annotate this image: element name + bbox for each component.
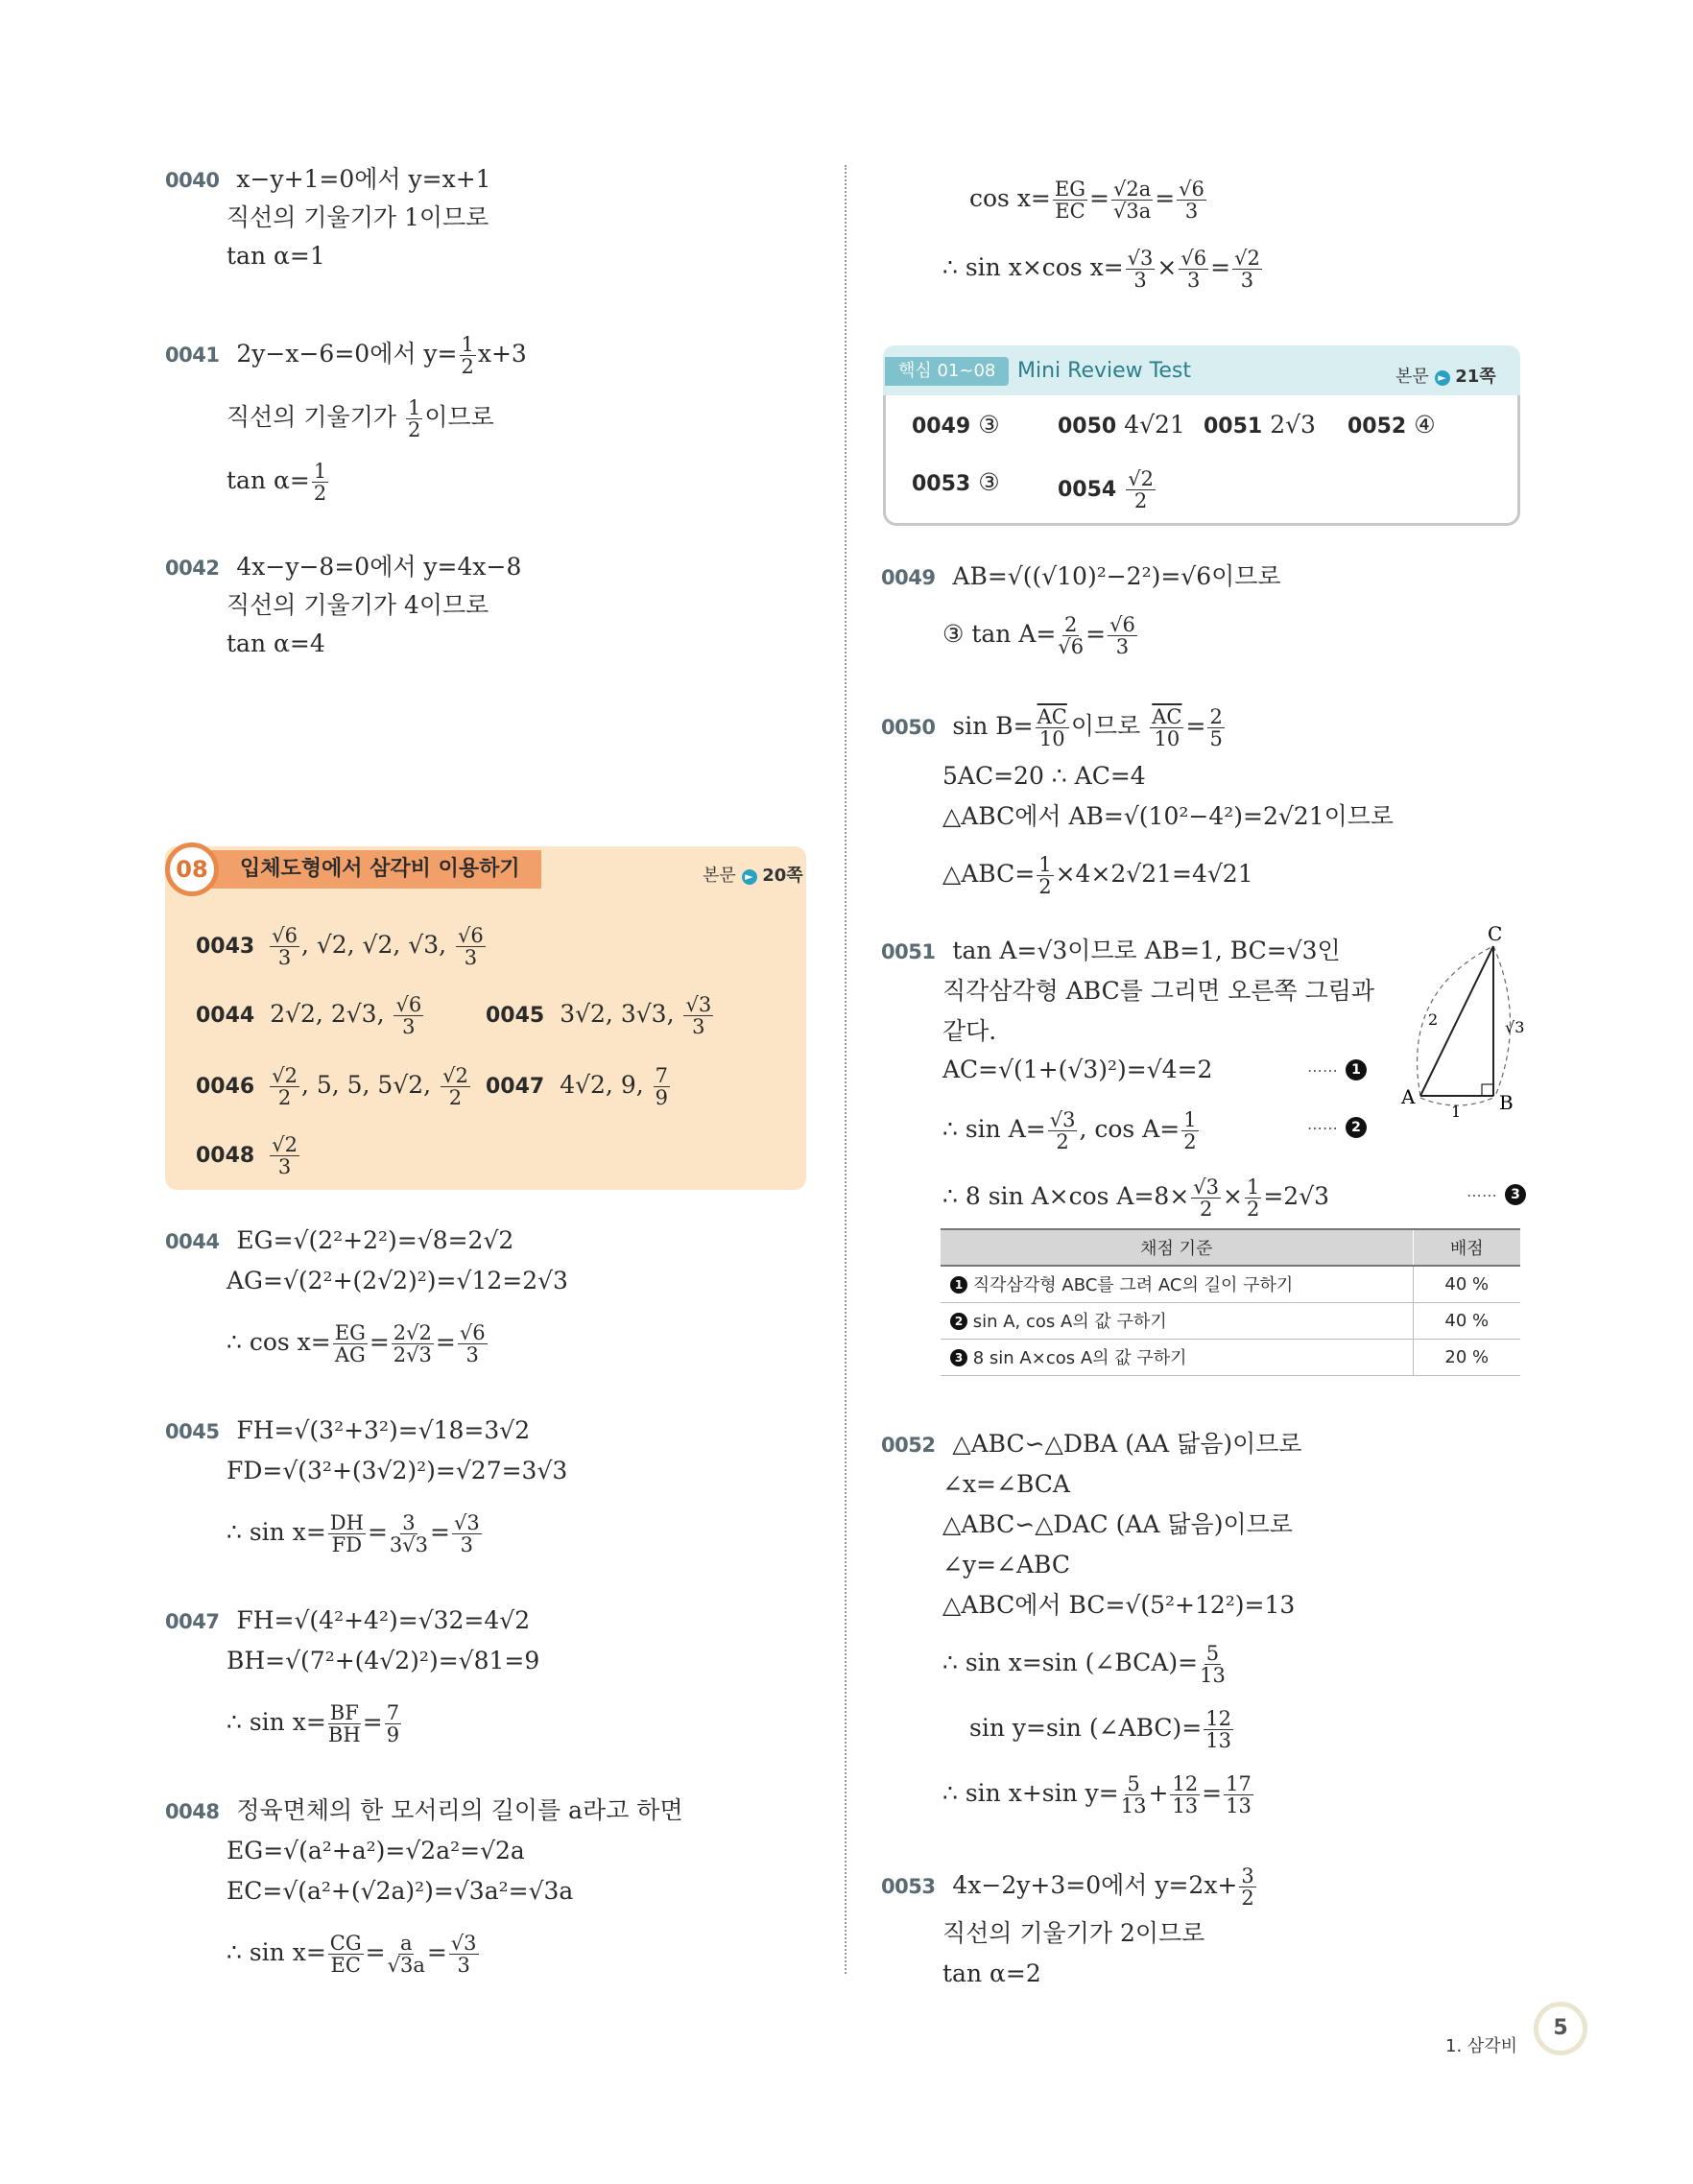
fraction: $\frac{1}{2}$ <box>461 333 474 378</box>
problem-number: 0044 <box>196 1004 255 1028</box>
fraction: $\frac{7}{9}$ <box>386 1701 400 1746</box>
fraction: $\frac{√6}{3}$ <box>458 924 484 969</box>
fraction: $\frac{7}{9}$ <box>655 1064 668 1109</box>
chapter-label: 1. 삼각비 <box>1445 2036 1518 2056</box>
fraction: $\frac{√6}{3}$ <box>395 993 422 1038</box>
solution-0047 <box>165 1606 530 1636</box>
solution-line: 정육면체의 한 모서리의 길이를 a라고 하면 <box>236 1796 683 1824</box>
fraction: $\frac{BF}{BH}$ <box>327 1701 361 1746</box>
fraction: $\frac{\overline{AC}}{10}$ <box>1152 705 1182 750</box>
fraction: $\frac{2}{5}$ <box>1209 705 1223 750</box>
solution-line: EG=√(a²+a²)=√2a²=√2a <box>227 1837 525 1864</box>
mini-review-tag: 핵심 01~08 <box>885 357 1009 386</box>
solution-line: ∴ cos x= $\frac{EG}{AG}$ = $\frac{2√2}{2√3}$ = $\frac{√6}{3}$ <box>227 1321 486 1366</box>
section-title: 입체도형에서 삼각비 이용하기 <box>211 850 541 889</box>
fraction: $\frac{√2}{3}$ <box>1234 247 1260 292</box>
answer-0043 <box>196 925 488 968</box>
solution-line: ③ tan A= $\frac{2}{√6}$ = $\frac{√6}{3}$ <box>942 613 1135 658</box>
solution-0045 <box>165 1416 530 1446</box>
solution-line: tan α=2 <box>942 1959 1041 1987</box>
solution-line: AG=√(2²+(2√2)²)=√12=2√3 <box>227 1267 568 1294</box>
fraction: $\frac{1}{2}$ <box>313 460 327 505</box>
fraction: $\frac{√3}{2}$ <box>1193 1175 1220 1221</box>
problem-0040 <box>165 165 491 195</box>
fraction: $\frac{√3}{3}$ <box>685 993 712 1038</box>
solution-0052: 0052 △ABC∽△DBA (AA 닮음)이므로 <box>881 1430 1302 1458</box>
answer-text: 3√2, 3√3, <box>560 1000 682 1028</box>
solution-line: EC=√(a²+(√2a)²)=√3a²=√3a <box>227 1877 574 1905</box>
fraction: $\frac{CG}{EC}$ <box>329 1932 362 1977</box>
label-ab: 1 <box>1451 1103 1462 1121</box>
vertex-b: B <box>1499 1091 1514 1114</box>
solution-0051: 0051 tan A=√3이므로 AB=1, BC=√3인 <box>881 937 1341 964</box>
fraction: $\frac{1}{2}$ <box>1246 1175 1260 1221</box>
fraction: $\frac{2}{√6}$ <box>1058 613 1085 658</box>
fraction: $\frac{EG}{EC}$ <box>1054 178 1085 223</box>
problem-number: 0048 <box>165 1800 220 1823</box>
problem-number: 0041 <box>165 344 220 367</box>
solution-line: △ABC∽△DAC (AA 닮음)이므로 <box>942 1510 1293 1538</box>
fraction: $\frac{a}{√3a}$ <box>387 1932 425 1977</box>
fraction: $\frac{√6}{3}$ <box>1179 178 1204 223</box>
fraction: $\frac{√3}{3}$ <box>453 1511 480 1556</box>
solution-line: FD=√(3²+(3√2)²)=√27=3√3 <box>227 1457 568 1484</box>
section-page-ref: 본문 ► 20쪽 <box>703 866 803 886</box>
section-badge: 08 <box>165 843 219 896</box>
table-row <box>941 1266 1520 1302</box>
answer-0046 <box>196 1065 472 1108</box>
problem-number: 0047 <box>165 1610 220 1633</box>
rubric-criterion: 3 8 sin A×cos A의 값 구하기 <box>941 1339 1413 1375</box>
problem-0042 <box>165 553 521 582</box>
fraction: $\frac{√2}{2}$ <box>272 1064 298 1109</box>
fraction: $\frac{3}{3√3}$ <box>389 1511 428 1556</box>
mr-answer: 0053 ③ <box>912 468 1000 496</box>
solution-line: ∴ 8 sin A×cos A=8× $\frac{√3}{2}$ × $\frac{1}{2}$ =2√3 <box>942 1175 1330 1221</box>
page-number: 5 <box>1534 2002 1587 2055</box>
triangle-figure <box>1382 925 1526 1127</box>
fraction: $\frac{5}{13}$ <box>1120 1772 1147 1817</box>
mr-answer: 0050 4√21 <box>1058 411 1185 439</box>
mr-answer: 0051 2√3 <box>1204 411 1316 439</box>
vertex-a: A <box>1401 1085 1416 1108</box>
fraction: $\frac{\overline{AC}}{10}$ <box>1037 705 1067 750</box>
fraction: $\frac{17}{13}$ <box>1226 1772 1252 1817</box>
table-row <box>941 1339 1520 1375</box>
solution-line: ∠y=∠ABC <box>942 1551 1070 1579</box>
arrow-right-icon: ► <box>1435 370 1450 386</box>
solution-line: tan α=1 <box>227 242 325 270</box>
label-ac: 2 <box>1428 1010 1439 1029</box>
fraction: $\frac{1}{2}$ <box>407 396 421 441</box>
fraction: $\frac{√6}{3}$ <box>272 924 298 969</box>
vertex-c: C <box>1488 925 1503 945</box>
solution-line: tan α=4 <box>227 629 325 657</box>
solution-line: FH=√(4²+4²)=√32=4√2 <box>236 1606 531 1634</box>
problem-number: 0044 <box>165 1230 220 1253</box>
fraction: $\frac{√2}{2}$ <box>1128 467 1154 512</box>
rubric-points: 40 % <box>1413 1302 1520 1339</box>
solution-line: 5AC=20 ∴ AC=4 <box>942 762 1146 790</box>
rubric-criterion: 1 직각삼각형 ABC를 그려 AC의 길이 구하기 <box>941 1266 1413 1302</box>
right-angle-mark <box>1482 1084 1493 1096</box>
solution-line: 같다. <box>942 1017 997 1045</box>
solution-line: BH=√(7²+(4√2)²)=√81=9 <box>227 1647 540 1674</box>
fraction: $\frac{5}{13}$ <box>1200 1642 1226 1687</box>
text: 이므로 <box>424 403 494 431</box>
answer-text: , 5, 5, 5√2, <box>300 1071 440 1099</box>
answer-0047 <box>486 1065 672 1108</box>
rubric-points: 20 % <box>1413 1339 1520 1375</box>
problem-number: 0048 <box>196 1144 255 1168</box>
solution-line: ∴ sin x=sin (∠BCA)= $\frac{5}{13}$ <box>942 1642 1226 1687</box>
answer-0048 <box>196 1134 301 1177</box>
text: 직선의 기울기가 <box>227 403 404 431</box>
mini-review-page-ref: 본문 ► 21쪽 <box>1395 367 1496 387</box>
fraction: $\frac{1}{2}$ <box>1038 853 1052 898</box>
solution-line: ∴ sin x= $\frac{CG}{EC}$ = $\frac{a}{√3a}$ = $\frac{√3}{3}$ <box>227 1932 477 1977</box>
fraction: $\frac{2√2}{2√3}$ <box>393 1321 432 1366</box>
table-row <box>941 1302 1520 1339</box>
solution-line: x−y+1=0에서 y=x+1 <box>236 165 491 193</box>
solution-line: 2y−x−6=0에서 y= <box>236 340 458 368</box>
fraction: $\frac{EG}{AG}$ <box>334 1321 366 1366</box>
solution-line: 4x−y−8=0에서 y=4x−8 <box>236 553 522 581</box>
mr-answer: 0052 ④ <box>1347 411 1436 439</box>
fraction: $\frac{√3}{2}$ <box>1049 1108 1076 1153</box>
fraction: $\frac{√6}{3}$ <box>1109 613 1135 658</box>
problem-number: 0045 <box>486 1004 545 1028</box>
solution-line: ∴ sin x+sin y= $\frac{5}{13}$ + $\frac{12}{13}$ = $\frac{17}{13}$ <box>942 1772 1252 1817</box>
answer-text: 4√2, 9, <box>560 1071 652 1099</box>
answer-0045 <box>486 994 715 1037</box>
fraction: $\frac{√2a}{√3a}$ <box>1112 178 1152 223</box>
solution-line: FH=√(3²+3²)=√18=3√2 <box>236 1416 531 1444</box>
solution-0053: 0053 4x−2y+3=0에서 y=2x+ $\frac{3}{2}$ <box>881 1864 1254 1910</box>
label-bc: √3 <box>1505 1018 1525 1036</box>
problem-number: 0043 <box>196 935 255 959</box>
solution-line: △ABC에서 BC=√(5²+12²)=13 <box>942 1591 1296 1619</box>
problem-number: 0042 <box>165 557 220 580</box>
fraction: $\frac{√2}{3}$ <box>272 1133 298 1178</box>
solution-line: △ABC에서 AB=√(10²−4²)=2√21이므로 <box>942 802 1395 830</box>
solution-line: ∴ sin A= $\frac{√3}{2}$ , cos A= $\frac{1}{2}$ <box>942 1108 1197 1153</box>
problem-number: 0046 <box>196 1075 255 1099</box>
solution-line: EG=√(2²+2²)=√8=2√2 <box>236 1226 514 1254</box>
arrow-right-icon: ► <box>742 869 757 885</box>
problem-number: 0045 <box>165 1420 220 1443</box>
solution-line: AC=√(1+(√3)²)=√4=2 <box>942 1056 1213 1083</box>
fraction: $\frac{√6}{3}$ <box>459 1321 486 1366</box>
fraction: $\frac{12}{13}$ <box>1172 1772 1199 1817</box>
step-mark-3: ⋯⋯ 3 <box>1466 1178 1526 1210</box>
fraction: $\frac{12}{13}$ <box>1205 1707 1231 1752</box>
fraction: $\frac{DH}{FD}$ <box>329 1511 364 1556</box>
solution-line: △ABC= $\frac{1}{2}$ ×4×2√21=4√21 <box>942 853 1253 898</box>
answer-text: , √2, √2, √3, <box>300 931 455 959</box>
fraction: $\frac{1}{2}$ <box>1183 1108 1197 1153</box>
rubric-head-criteria: 채점 기준 <box>941 1229 1413 1266</box>
solution-line: x+3 <box>477 340 527 368</box>
solution-line: ∠x=∠BCA <box>942 1470 1070 1498</box>
step-mark-1: ⋯⋯ 1 <box>1307 1054 1367 1085</box>
text: tan α= <box>227 466 310 494</box>
rubric-points: 40 % <box>1413 1266 1520 1302</box>
answer-text: 2√2, 2√3, <box>270 1000 393 1028</box>
solution-line: cos x= $\frac{EG}{EC}$ = $\frac{√2a}{√3a}$ = $\frac{√6}{3}$ <box>969 178 1204 223</box>
scoring-rubric-table <box>941 1228 1520 1376</box>
problem-0041 <box>165 334 527 377</box>
solution-line <box>227 397 494 440</box>
solution-0048 <box>165 1796 683 1826</box>
fraction: $\frac{√3}{3}$ <box>1127 247 1154 292</box>
fraction: $\frac{√3}{3}$ <box>450 1932 477 1977</box>
solution-0049: 0049 AB=√((√10)²−2²)=√6이므로 <box>881 562 1281 590</box>
solution-line <box>227 461 330 504</box>
solution-line: 직선의 기울기가 2이므로 <box>942 1919 1205 1947</box>
step-mark-2: ⋯⋯ 2 <box>1307 1111 1367 1143</box>
solution-line: ∴ sin x= $\frac{DH}{FD}$ = $\frac{3}{3√3}$ = $\frac{√3}{3}$ <box>227 1511 480 1556</box>
solution-0044 <box>165 1226 513 1256</box>
mini-review-title: Mini Review Test <box>1017 359 1191 383</box>
column-divider <box>845 165 846 1974</box>
mr-answer: 0054 $\frac{√2}{2}$ <box>1058 467 1154 512</box>
answer-0044 <box>196 994 425 1037</box>
solution-line: ∴ sin x= $\frac{BF}{BH}$ = $\frac{7}{9}$ <box>227 1701 400 1746</box>
solution-line: 직선의 기울기가 1이므로 <box>227 203 489 231</box>
solution-line: sin y=sin (∠ABC)= $\frac{12}{13}$ <box>969 1707 1231 1752</box>
rubric-head-points: 배점 <box>1413 1229 1520 1266</box>
solution-line: 직선의 기울기가 4이므로 <box>227 591 489 619</box>
fraction: $\frac{√2}{2}$ <box>442 1064 468 1109</box>
solution-line: ∴ sin x×cos x= $\frac{√3}{3}$ × $\frac{√6}{3}$ = $\frac{√2}{3}$ <box>942 247 1260 292</box>
fraction: $\frac{√6}{3}$ <box>1180 247 1207 292</box>
mr-answer: 0049 ③ <box>912 411 1000 439</box>
problem-number: 0040 <box>165 169 220 192</box>
rubric-header <box>941 1229 1520 1266</box>
solution-0050: 0050 sin B= $\frac{\overline{AC}}{10}$ 이므로 $\frac{\overline{AC}}{10}$ = $\frac{2}{5}$ <box>881 705 1223 750</box>
solution-line: 직각삼각형 ABC를 그리면 오른쪽 그림과 <box>942 977 1375 1005</box>
problem-number: 0047 <box>486 1075 545 1099</box>
fraction: $\frac{3}{2}$ <box>1241 1864 1254 1910</box>
rubric-criterion: 2 sin A, cos A의 값 구하기 <box>941 1302 1413 1339</box>
